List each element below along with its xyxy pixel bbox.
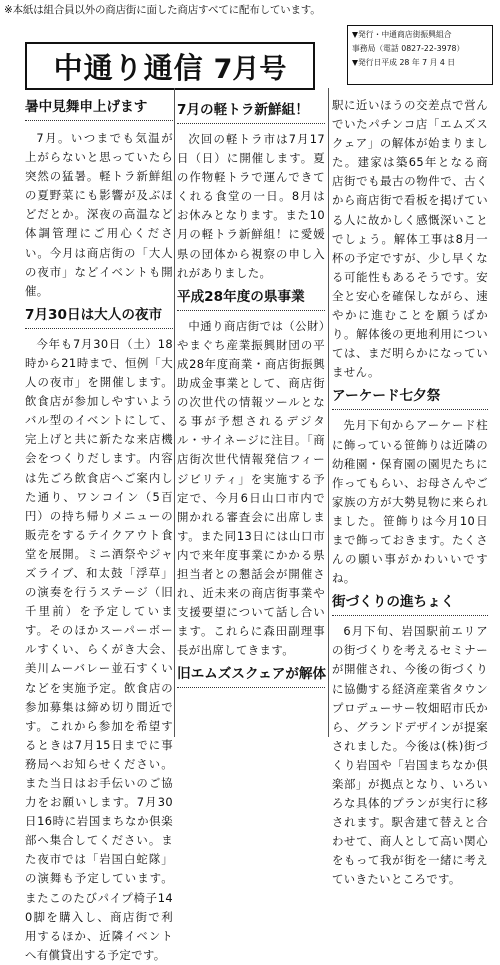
column-2 <box>177 96 325 737</box>
article-heading: 暑中見舞申上げます <box>25 97 173 121</box>
article-heading: 平成28年度の県事業 <box>177 287 325 311</box>
column-divider <box>328 88 329 737</box>
article-heading: 7月30日は大人の夜市 <box>25 305 173 329</box>
publish-date: ▼発行日平成 28 年 7 月 4 日 <box>352 58 456 67</box>
article-body: 次回の軽トラ市は7月17日（日）に開催します。夏の作物軽トラで運んできてくれる食堂の一日。8月はお休みとなります。また10月の軽トラ新鮮組！に愛媛県の団体から視察の申し入れがありました。 <box>177 132 325 280</box>
column-divider <box>174 88 175 737</box>
issue-label: 7月号 <box>213 53 287 85</box>
column-3 <box>332 96 488 887</box>
publisher-info-box <box>347 25 493 85</box>
article-heading: アーケード七夕祭 <box>332 386 488 410</box>
distribution-notice: ※本紙は組合員以外の商店街に面した商店すべてに配布しています。 <box>4 4 321 16</box>
article-body: 今年も7月30日（土）18時から21時まで、恒例「大人の夜市」を開催します。飲食店が参加しやすいようバル型のイベントにして、完上げと共に新たな来店機会をつくりだします。内容は先ごろ飲食店へご案内した通り、ワンコイン（5百円）の持ち帰りメニューの販売をするテイクアウト食堂を展開。ミニ酒祭やジャズライブ、和太鼓「浮草」の演奏を行うステージ（旧千里前）を予定しています。そのほかスーパーボールすくい、らくがき大会、美川ムーバレー並石すくいなどを実施予定。飲食店の参加募集は締め切り間近です。これから参加を希望するときは7月15日までに事務局へお知らせください。また当日はお手伝いのご協力をお願いします。7月30日16時に岩国まちなか倶楽部へ集合してください。また夜市では「岩国白蛇隊」の演舞も予定しています。またこのたびパイプ椅子140脚を購入し、商店街で利用するほか、近隣イベントへ有償貸出する予定です。 <box>25 336 173 962</box>
article-body: 先月下旬からアーケード柱に飾っている笹飾りは近隣の幼稚園・保育園の園児たちに作ってもらい、お母さんやご家族の方が大勢見物に来られました。笹飾りは今月10日まで飾っておきます。たくさんの願い事がかわいいですね。 <box>332 418 488 586</box>
article-body: 駅に近いほうの交差点で営んでいたパチンコ店「エムズスクェア」の解体が始まりました。建家は築65年となる商店街でも最古の物件で、古くから商店街で看板を掲げている人に故かしく感慨深いことでしょう。解体工事は8月一杯の予定ですが、少し早くなる可能性もあるそうです。安全と安心を確保しながら、速やかに進むことを願うばかり。解体後の更地利用については、まだ明らかになっていません。 <box>332 98 488 380</box>
newsletter-masthead <box>25 42 315 90</box>
article-body: 中通り商店街では（公財）やまぐち産業振興財団の平成28年度商業・商店街振興助成金事業として、商店街の次世代の情報ツールとなる事が予想されるデジタル・サイネージに注目。「商店街次世代情報発信フィージビリティ」を実施する予定で、今月6日山口市内で開かれる審査会に出席します。また同13日には山口市内で来年度事業にかかる県担当者との懇話会が開催され、近未来の商店街事業や支援要望について話し合います。これらに森田副理事長が出席してきます。 <box>177 318 325 658</box>
publisher-org: ▼発行・中通商店街振興組合 <box>352 30 452 39</box>
publisher-office: 事務局（電話 0827-22-3978） <box>352 44 465 53</box>
article-heading: 街づくりの進ちょく <box>332 592 488 616</box>
column-1 <box>25 96 173 962</box>
newsletter-title: 中通り通信 <box>53 50 204 85</box>
article-body: 6月下旬、岩国駅前エリアの街づくりを考えるセミナーが開催され、今後の街づくりに協働する経済産業省タウンプロデューサー牧畑昭市氏から、グランドデザインが提案されました。今後は(株)街づくり岩国や「岩国まちなか倶楽部」が拠点となり、いろいろな具体的プランが実行に移されます。駅舎建て替えと合わせて、商人として高い関心をもって我が街を一緒に考えていきたいところです。 <box>332 624 488 887</box>
article-heading: 7月の軽トラ新鮮組！ <box>177 100 325 124</box>
article-body: 7月。いつまでも気温が上がらないと思っていたら突然の猛暑。軽トラ新鮮組の夏野菜にも影響が及ぶほどだとか。深夜の高温など体調管理にご用心ください。今月は商店街の「大人の夜市」などイベントも開催。 <box>25 131 173 298</box>
article-heading: 旧エムズスクェアが解体 <box>177 664 325 688</box>
